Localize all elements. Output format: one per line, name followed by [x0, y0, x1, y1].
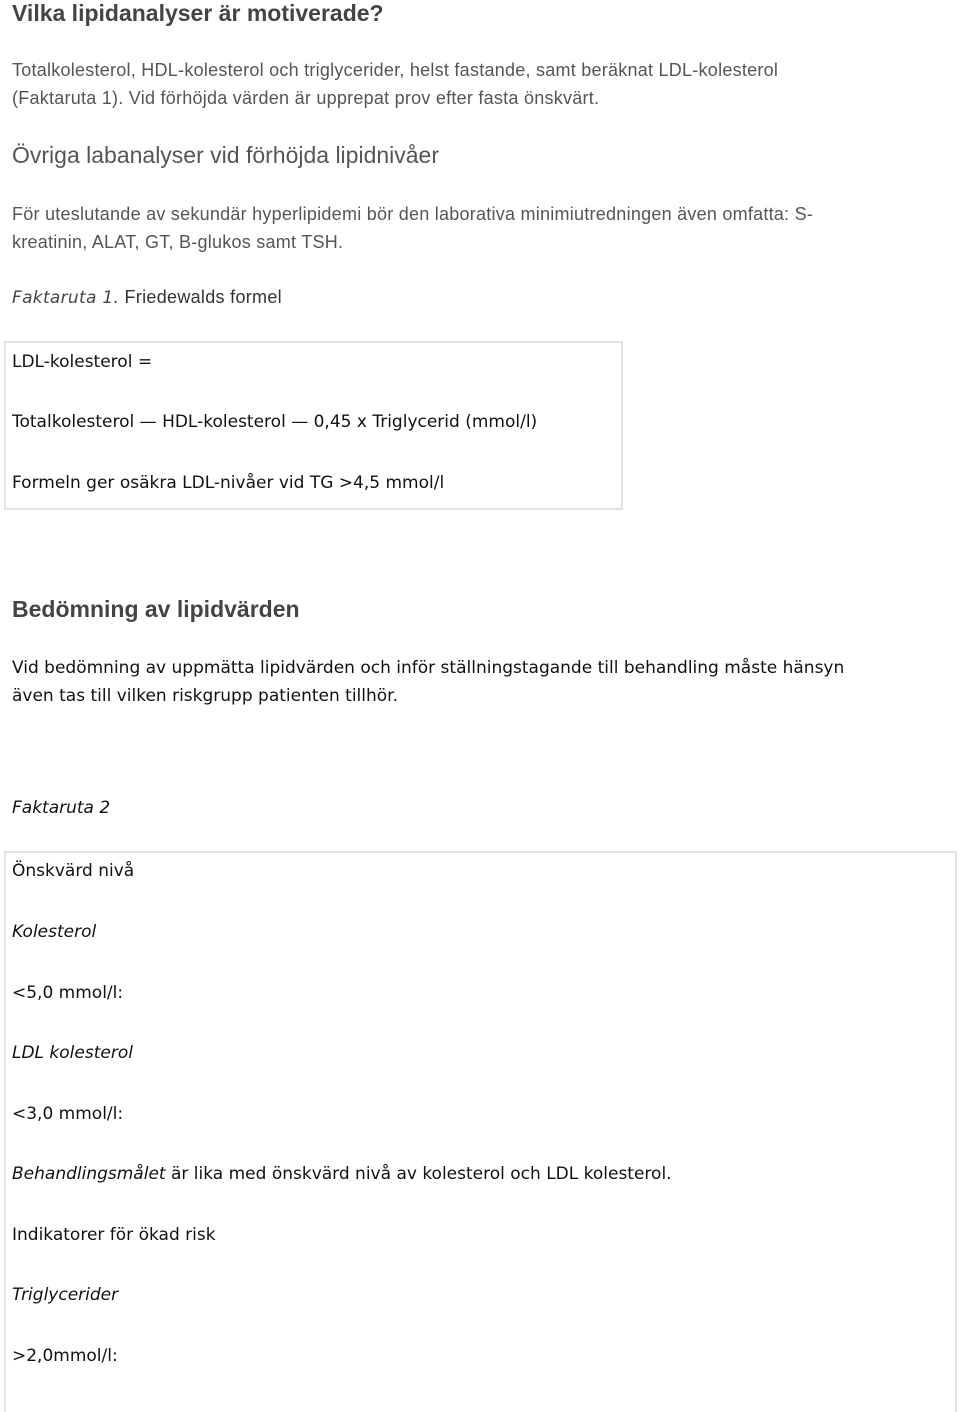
heading-lipid-analyses: Vilka lipidanalyser är motiverade?	[12, 0, 384, 26]
paragraph-other-lab-line1: För uteslutande av sekundär hyperlipidemi bör den laborativa minimiutredningen även omfatta: S-	[12, 204, 814, 224]
faktaruta2-label: Faktaruta 2	[12, 798, 111, 818]
paragraph-assessment-line2: även tas till vilken riskgrupp patienten tillhör.	[12, 686, 399, 706]
cholesterol-value: <5,0 mmol/l:	[12, 983, 124, 1003]
formula-triglyceride-term: 0,45 x Triglycerid (mmol/l)	[313, 412, 538, 432]
formula-total-cholesterol: Totalkolesterol	[12, 412, 135, 432]
paragraph-assessment-line1: Vid bedömning av uppmätta lipidvärden och inför ställningstagande till behandling måste hänsyn	[12, 658, 845, 678]
formula-ldl-label: LDL-kolesterol =	[12, 352, 153, 372]
treatment-goal-text: är lika med önskvärd nivå av kolesterol och LDL kolesterol.	[165, 1164, 672, 1184]
paragraph-other-lab-line2: kreatinin, ALAT, GT, B-glukos samt TSH.	[12, 232, 344, 252]
formula-dash-1: —	[139, 412, 157, 432]
risk-indicators-label: Indikatorer för ökad risk	[12, 1225, 216, 1245]
formula-note: Formeln ger osäkra LDL-nivåer vid TG >4,5 mmol/l	[12, 473, 445, 493]
triglycerides-label: Triglycerider	[12, 1285, 119, 1305]
ldl-cholesterol-label: LDL kolesterol	[12, 1043, 133, 1063]
treatment-goal-italic: Behandlingsmålet	[12, 1164, 166, 1184]
faktaruta2-box	[4, 851, 957, 1412]
triglycerides-value: >2,0mmol/l:	[12, 1346, 118, 1366]
ldl-cholesterol-value: <3,0 mmol/l:	[12, 1104, 124, 1124]
paragraph-lipid-analyses-line1: Totalkolesterol, HDL-kolesterol och triglycerider, helst fastande, samt beräknat LDL-kolesterol	[12, 60, 779, 80]
desired-level-label: Önskvärd nivå	[12, 861, 135, 881]
formula-hdl-cholesterol: HDL-kolesterol	[162, 412, 286, 432]
treatment-goal	[12, 1163, 672, 1185]
heading-assessment: Bedömning av lipidvärden	[12, 596, 300, 622]
heading-other-lab-analyses: Övriga labanalyser vid förhöjda lipidnivåer	[12, 142, 440, 168]
faktaruta1-label-title: Friedewalds formel	[119, 287, 282, 307]
paragraph-lipid-analyses-line2: (Faktaruta 1). Vid förhöjda värden är upprepat prov efter fasta önskvärt.	[12, 88, 600, 108]
formula-line	[12, 411, 537, 433]
formula-dash-2: —	[291, 412, 309, 432]
cholesterol-label: Kolesterol	[12, 922, 97, 942]
faktaruta1-label	[12, 286, 282, 309]
faktaruta1-label-italic: Faktaruta 1.	[12, 288, 120, 308]
